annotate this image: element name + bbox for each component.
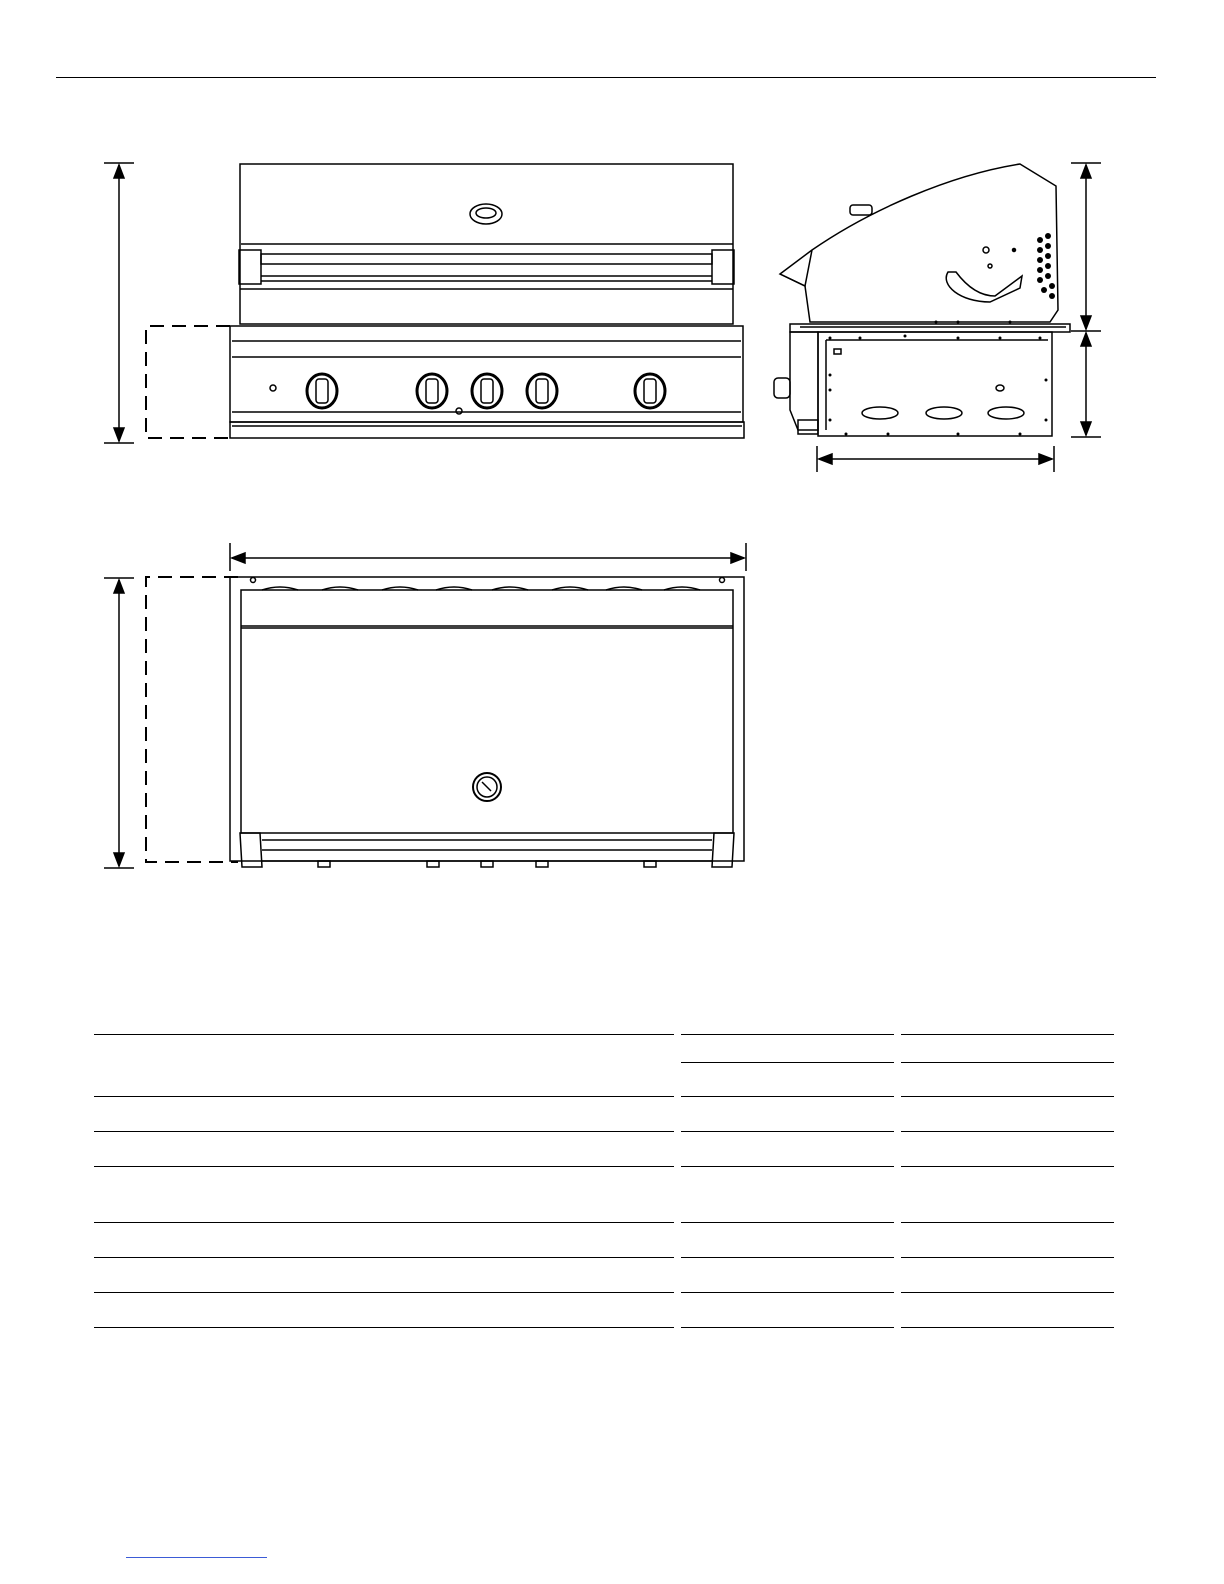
table-subheader-rule <box>901 1062 1114 1063</box>
table-row-rule <box>901 1096 1114 1097</box>
table-row-rule <box>681 1327 894 1328</box>
side-height-dimensions <box>1071 163 1101 437</box>
control-knob <box>527 374 557 408</box>
control-knob <box>417 374 447 408</box>
table-header-rule <box>94 1034 674 1035</box>
top-depth-dimension <box>104 578 134 868</box>
footer-link[interactable] <box>126 1557 267 1558</box>
table-row-rule <box>681 1131 894 1132</box>
hood-logo-badge <box>470 204 502 224</box>
hood-handle <box>239 250 734 289</box>
table-row-rule <box>901 1166 1114 1167</box>
table-row-rule <box>681 1222 894 1223</box>
table-row-rule <box>94 1257 674 1258</box>
igniter-button <box>270 385 276 391</box>
table-row-rule <box>94 1166 674 1167</box>
table-header-rule <box>901 1034 1114 1035</box>
table-row-rule <box>94 1131 674 1132</box>
side-firebox-body <box>818 332 1052 436</box>
control-knob <box>307 374 337 408</box>
table-row-rule <box>94 1096 674 1097</box>
side-hood-profile <box>780 164 1058 322</box>
top-width-dimension <box>230 543 746 571</box>
table-row-rule <box>94 1222 674 1223</box>
table-row-rule <box>681 1257 894 1258</box>
top-outer-frame <box>230 577 744 861</box>
table-row-rule <box>901 1131 1114 1132</box>
table-row-rule <box>901 1257 1114 1258</box>
table-row-rule <box>901 1327 1114 1328</box>
front-height-dimension <box>104 163 134 443</box>
table-row-rule <box>681 1166 894 1167</box>
side-handle-bracket <box>946 272 1022 302</box>
front-elevation-view <box>104 163 744 443</box>
top-knob-stubs <box>318 861 656 867</box>
side-depth-dimension <box>817 446 1054 472</box>
control-knob <box>635 374 665 408</box>
table-row-rule <box>901 1222 1114 1223</box>
table-row-rule <box>94 1292 674 1293</box>
table-row-rule <box>681 1292 894 1293</box>
side-elevation-view <box>774 163 1101 472</box>
table-row-rule <box>681 1096 894 1097</box>
top-cutout-dashed <box>146 577 238 862</box>
top-plan-view <box>104 543 746 868</box>
table-subheader-rule <box>681 1062 894 1063</box>
table-row-rule <box>901 1292 1114 1293</box>
front-cutout-dashed <box>146 326 230 438</box>
control-knobs <box>307 374 665 408</box>
table-row-rule <box>94 1327 674 1328</box>
side-vent-holes <box>1037 233 1055 299</box>
control-knob <box>472 374 502 408</box>
front-bottom-trim <box>230 422 744 438</box>
table-header-rule <box>681 1034 894 1035</box>
